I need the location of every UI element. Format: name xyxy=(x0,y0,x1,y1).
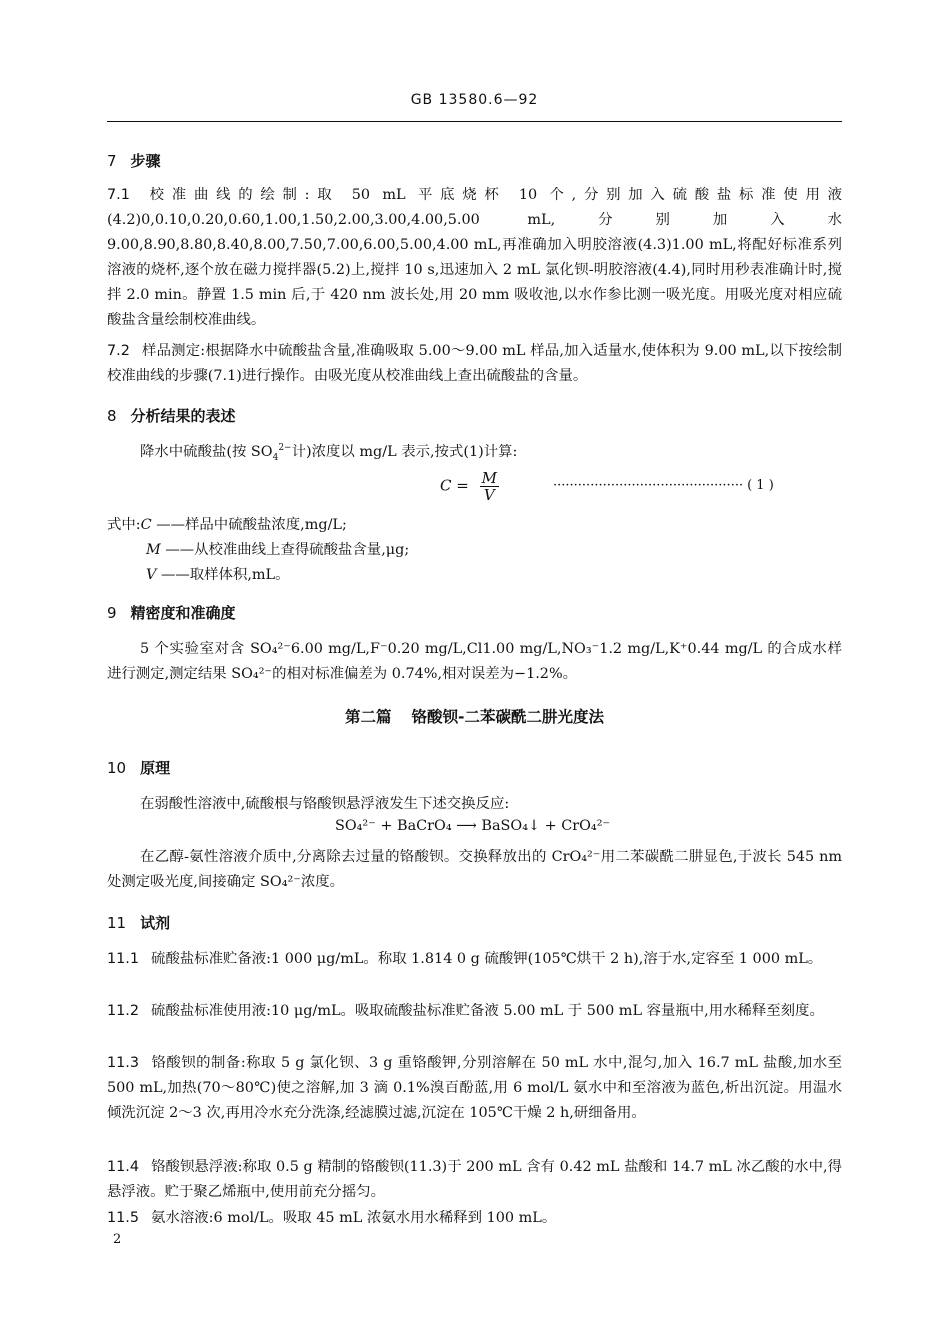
section-title: 原理 xyxy=(140,759,171,777)
paragraph-10-1: 在弱酸性溶液中,硫酸根与铬酸钡悬浮液发生下述交换反应: xyxy=(140,796,510,812)
paragraph-7-1 xyxy=(107,183,842,333)
section-number: 9 xyxy=(107,604,117,622)
definition-text: ——样品中硫酸盐浓度,mg/L; xyxy=(156,517,347,533)
intro-subscript: 4 xyxy=(272,452,279,463)
clause-number: 11.5 xyxy=(107,1210,140,1226)
section-number: 11 xyxy=(107,914,127,932)
section-10-heading xyxy=(107,757,170,778)
paragraph-text: 样品测定:根据降水中硫酸盐含量,准确吸取 5.00～9.00 mL 样品,加入适量水,使体积为 9.00 mL,以下按绘制校准曲线的步骤(7.1)进行操作。由吸光度从校准曲线上查出硫酸盐的含量。 xyxy=(107,343,842,384)
leader-dots: ·············································· xyxy=(553,478,744,493)
definition-v xyxy=(146,563,290,588)
section-title: 精密度和准确度 xyxy=(130,604,236,622)
formula-1 xyxy=(440,470,499,503)
reaction-equation: SO₄²⁻ + BaCrO₄ ⟶ BaSO₄↓ + CrO₄²⁻ xyxy=(335,818,611,834)
section-9-heading xyxy=(107,602,236,623)
paragraph-text: 硫酸盐标准贮备液:1 000 μg/mL。称取 1.814 0 g 硫酸钾(105℃烘干 2 h),溶于水,定容至 1 000 mL。 xyxy=(151,951,823,967)
header-rule xyxy=(107,121,842,122)
section-7-heading xyxy=(107,150,161,171)
definition-c xyxy=(107,513,347,538)
paragraph-11-2 xyxy=(107,999,842,1024)
section-title: 步骤 xyxy=(130,152,161,170)
symbol: V xyxy=(146,567,157,583)
section-number: 10 xyxy=(107,759,127,777)
page-number: 2 xyxy=(113,1232,122,1247)
paragraph-7-2 xyxy=(107,339,842,389)
paragraph-11-4 xyxy=(107,1155,842,1205)
paragraph-11-5 xyxy=(107,1206,842,1231)
definition-text: ——从校准曲线上查得硫酸盐含量,μg; xyxy=(165,542,410,558)
paragraph-text: 铬酸钡的制备:称取 5 g 氯化钡、3 g 重铬酸钾,分别溶解在 50 mL 水中,混匀,加入 16.7 mL 盐酸,加水至 500 mL,加热(70～80℃)使之溶解,加 3 滴 0.1%溴百酚蓝,用 6 mol/L 氨水中和至溶液为蓝色,析出沉淀。用温水倾洗沉淀 2～3 次,再用冷水充分洗涤,经滤膜过滤,沉淀在 105℃干燥 2 h,研细备用。 xyxy=(107,1055,842,1121)
intro-text-b: 计)浓度以 mg/L 表示,按式(1)计算: xyxy=(291,444,518,460)
clause-number: 7.1 xyxy=(107,187,130,203)
clause-number: 11.2 xyxy=(107,1003,140,1019)
paragraph-text: 氨水溶液:6 mol/L。吸取 45 mL 浓氨水用水稀释到 100 mL。 xyxy=(151,1210,557,1226)
definition-text: ——取样体积,mL。 xyxy=(160,567,290,583)
formula-fraction xyxy=(480,470,499,503)
paragraph-9: 5 个实验室对含 SO₄²⁻6.00 mg/L,F⁻0.20 mg/L,Cl1.00 mg/L,NO₃⁻1.2 mg/L,K⁺0.44 mg/L 的合成水样进行测定,测定结果 SO₄²⁻的相对标准偏差为 0.74%,相对误差为−1.2%。 xyxy=(107,641,842,682)
paragraph-11-1 xyxy=(107,947,842,972)
section-11-heading xyxy=(107,912,170,933)
running-header: GB 13580.6—92 xyxy=(410,92,539,108)
part-label: 第二篇 xyxy=(345,708,392,726)
paragraph-text: 硫酸盐标准使用液:10 μg/mL。吸取硫酸盐标准贮备液 5.00 mL 于 500 mL 容量瓶中,用水稀释至刻度。 xyxy=(151,1003,824,1019)
clause-number: 11.1 xyxy=(107,951,140,967)
intro-text-a: 降水中硫酸盐(按 SO xyxy=(140,444,273,460)
part-two-title xyxy=(107,705,842,727)
section-title: 分析结果的表述 xyxy=(130,407,236,425)
formula-denominator: V xyxy=(483,486,495,504)
section-8-heading xyxy=(107,405,236,426)
equation-leader xyxy=(553,478,774,493)
paragraph-text: 校准曲线的绘制:取 50 mL 平底烧杯 10 个,分别加入硫酸盐标准使用液(4.2)0,0.10,0.20,0.60,1.00,1.50,2.00,3.00,4.00,5.00 mL,分别加入水 9.00,8.90,8.80,8.40,8.00,7.50,7.00,6.00,5.00,4.00 mL,再准确加入明胶溶液(4.3)1.00 mL,将配好标准系列溶液的烧杯,逐个放在磁力搅拌器(5.2)上,搅拌 10 s,迅速加入 2 mL 氯化钡-明胶溶液(4.4),同时用秒表准确计时,搅拌 2.0 min。静置 1.5 min 后,于 420 nm 波长处,用 20 mm 吸收池,以水作参比测一吸光度。用吸光度对相应硫酸盐含量绘制校准曲线。 xyxy=(107,187,842,328)
definition-m xyxy=(146,538,409,563)
where-label: 式中: xyxy=(107,517,141,533)
symbol: M xyxy=(146,542,161,558)
intro-superscript: 2− xyxy=(278,443,292,454)
method-name: 铬酸钡-二苯碳酰二肼光度法 xyxy=(411,708,604,726)
paragraph-8-intro xyxy=(140,440,842,465)
clause-number: 11.4 xyxy=(107,1159,140,1175)
formula-lhs: C = xyxy=(440,476,469,495)
clause-number: 11.3 xyxy=(107,1055,140,1071)
paragraph-11-3 xyxy=(107,1051,842,1126)
section-number: 8 xyxy=(107,407,117,425)
symbol: C xyxy=(140,517,152,533)
formula-numerator: M xyxy=(481,469,497,487)
paragraph-10-2: 在乙醇-氨性溶液介质中,分离除去过量的铬酸钡。交换释放出的 CrO₄²⁻用二苯碳酰二肼显色,于波长 545 nm 处测定吸光度,间接确定 SO₄²⁻浓度。 xyxy=(107,849,842,890)
equation-number: ( 1 ) xyxy=(747,478,774,493)
section-title: 试剂 xyxy=(140,914,171,932)
section-number: 7 xyxy=(107,152,117,170)
clause-number: 7.2 xyxy=(107,343,130,359)
paragraph-text: 铬酸钡悬浮液:称取 0.5 g 精制的铬酸钡(11.3)于 200 mL 含有 0.42 mL 盐酸和 14.7 mL 冰乙酸的水中,得悬浮液。贮于聚乙烯瓶中,使用前充分摇匀。 xyxy=(107,1159,842,1200)
